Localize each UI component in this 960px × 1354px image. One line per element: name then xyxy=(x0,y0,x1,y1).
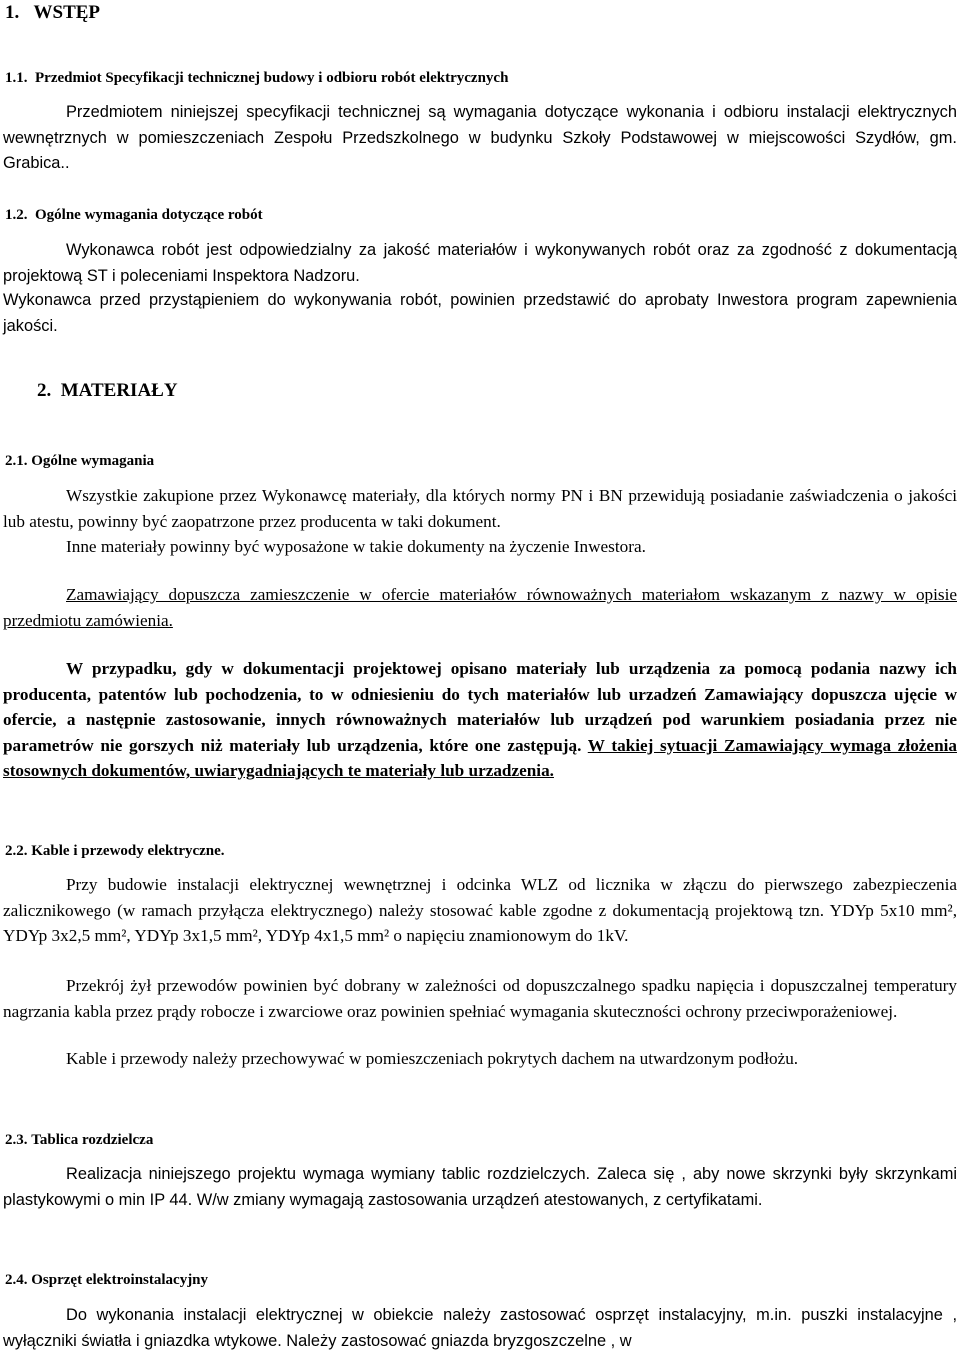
paragraph-text: Do wykonania instalacji elektrycznej w obiekcie należy zastosować osprzęt instalacyjny, m.in. puszki instalacyjne , wyłączniki światła i gniazdka wtykowe. Należy zastosować gniazda bryzgoszczelne , w xyxy=(3,1306,957,1350)
paragraph-text: W przypadku, gdy w dokumentacji projektowej opisano materiały lub urządzenia za pomocą podania nazwy ich producenta, patentów lub pochodzenia, to w odniesieniu do tych materiałów lub urzadzeń Zamawiający dopuszcza ujęcie w ofercie, a następnie zastosowanie, innych równoważnych materiałów lub urządzeń pod warunkiem posiadania przez nie parametrów nie gorszych niż materiały lub urządzenia, które one zastępują. xyxy=(3,659,957,755)
section-number: 2. xyxy=(37,380,52,401)
paragraph-2-2-c xyxy=(3,1046,957,1072)
section-heading-2 xyxy=(37,380,178,402)
paragraph-text: Zamawiający dopuszcza zamieszczenie w ofercie materiałów równoważnych materiałom wskazanym z nazwy w opisie przedmiotu zamówienia. xyxy=(3,585,957,630)
section-title: Ogólne wymagania dotyczące robót xyxy=(35,207,263,223)
section-heading-2-4 xyxy=(5,1272,208,1289)
paragraph-text: Wykonawca robót jest odpowiedzialny za jakość materiałów i wykonywanych robót oraz za zgodność z dokumentacją projektową ST i poleceniami Inspektora Nadzoru. xyxy=(3,241,957,285)
paragraph-1-1 xyxy=(3,100,957,177)
paragraph-text: Wykonawca przed przystąpieniem do wykonywania robót, powinien przedstawić do aprobaty Inwestora program zapewnienia jakości. xyxy=(3,291,957,335)
paragraph-2-2-a xyxy=(3,872,957,949)
paragraph-text: Przy budowie instalacji elektrycznej wewnętrznej i odcinka WLZ od licznika w złączu do pierwszego zabezpieczenia zalicznikowego (w ramach przyłącza elektrycznego) należy stosować kable zgodne z dokumentacją projektową tzn. YDYp 5x10 mm², YDYp 3x2,5 mm², YDYp 3x1,5 mm², YDYp 4x1,5 mm² o napięciu znamionowym do 1kV. xyxy=(3,875,957,945)
section-number: 2.1. xyxy=(5,453,28,469)
section-title: Tablica rozdzielcza xyxy=(31,1132,154,1148)
section-number: 1. xyxy=(5,2,20,23)
paragraph-text: Inne materiały powinny być wyposażone w takie dokumenty na życzenie Inwestora. xyxy=(66,537,646,556)
section-title: Osprzęt elektroinstalacyjny xyxy=(31,1272,209,1288)
paragraph-text-underlined: W takiej sytuacji Zamawiający wymaga złożenia stosownych dokumentów, uwiarygadniających te materiały lub urzadzenia. xyxy=(3,735,957,780)
paragraph-text: Kable i przewody należy przechowywać w pomieszczeniach pokrytych dachem na utwardzonym podłożu. xyxy=(66,1049,799,1068)
paragraph-1-2-a xyxy=(3,238,957,289)
paragraph-2-2-b xyxy=(3,973,957,1024)
section-heading-1-1 xyxy=(5,70,508,87)
paragraph-text: Przedmiotem niniejszej specyfikacji technicznej są wymagania dotyczące wykonania i odbioru instalacji elektrycznych wewnętrznych w pomieszczeniach Zespołu Przedszkolnego w budynku Szkoły Podstawowej w miejscowości Szydłów, gm. Grabica.. xyxy=(3,103,957,172)
paragraph-text: Realizacja niniejszego projektu wymaga wymiany tablic rozdzielczych. Zaleca się , aby nowe skrzynki były skrzynkami plastykowymi o min IP 44. W/w zmiany wymagają zastosowania urządzeń atestowanych, z certyfikatami. xyxy=(3,1165,957,1209)
paragraph-text: Wszystkie zakupione przez Wykonawcę materiały, dla których normy PN i BN przewidują posiadanie zaświadczenia o jakości lub atestu, powinny być zaopatrzone przez producenta w taki dokument. xyxy=(3,486,957,531)
paragraph-text: Przekrój żył przewodów powinien być dobrany w zależności od dopuszczalnego spadku napięcia i dopuszczalnej temperatury nagrzania kabla przez prądy robocze i zwarciowe oraz powinien spełniać wymagania skuteczności ochrony przeciwporażeniowej. xyxy=(3,976,957,1021)
section-heading-1 xyxy=(5,2,100,24)
section-heading-2-1 xyxy=(5,453,154,470)
paragraph-2-1-b xyxy=(3,534,957,560)
section-title: Przedmiot Specyfikacji technicznej budowy i odbioru robót elektrycznych xyxy=(35,70,509,86)
paragraph-2-1-d xyxy=(3,656,957,784)
paragraph-2-4 xyxy=(3,1303,957,1354)
section-title: MATERIAŁY xyxy=(60,380,178,401)
section-title: Kable i przewody elektryczne. xyxy=(31,843,225,859)
section-number: 2.3. xyxy=(5,1132,28,1148)
section-heading-2-2 xyxy=(5,843,225,860)
section-heading-1-2 xyxy=(5,207,263,224)
paragraph-2-1-a xyxy=(3,483,957,534)
section-number: 1.1. xyxy=(5,70,28,86)
section-title: Ogólne wymagania xyxy=(31,453,155,469)
paragraph-2-3 xyxy=(3,1162,957,1213)
paragraph-2-1-c xyxy=(3,582,957,633)
section-title: WSTĘP xyxy=(33,2,101,23)
section-heading-2-3 xyxy=(5,1132,153,1149)
section-number: 2.2. xyxy=(5,843,28,859)
paragraph-1-2-b xyxy=(3,288,957,339)
section-number: 2.4. xyxy=(5,1272,28,1288)
section-number: 1.2. xyxy=(5,207,28,223)
